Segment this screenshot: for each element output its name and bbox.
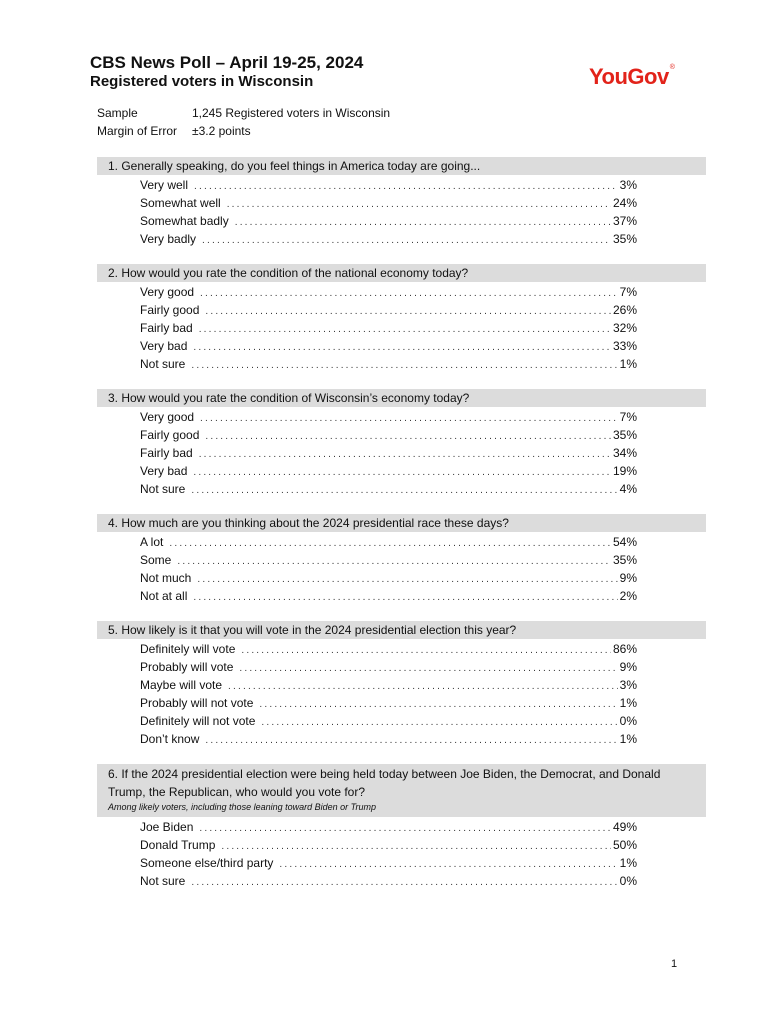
question-block xyxy=(97,389,706,498)
answer-label: Very good xyxy=(140,285,195,299)
answer-label: A lot xyxy=(140,535,164,549)
answer-row xyxy=(140,176,637,194)
answer-label: Fairly bad xyxy=(140,321,193,335)
dot-leader xyxy=(199,820,611,838)
dot-leader xyxy=(205,428,611,446)
poll-title: CBS News Poll – April 19-25, 2024 xyxy=(90,53,364,72)
answer-label: Fairly good xyxy=(140,428,200,442)
answer-row xyxy=(140,355,637,373)
dot-leader xyxy=(205,732,617,750)
answer-label: Somewhat well xyxy=(140,196,221,210)
dot-leader xyxy=(194,178,618,196)
dot-leader xyxy=(221,838,611,856)
question-text: 5. How likely is it that you will vote in the 2024 presidential election this year? xyxy=(108,623,517,637)
yougov-logo xyxy=(589,64,674,90)
sample-label: Sample xyxy=(97,106,138,120)
question-block xyxy=(97,157,706,248)
question-text: 3. How would you rate the condition of Wisconsin’s economy today? xyxy=(108,391,470,405)
answer-percentage: 1% xyxy=(619,732,637,746)
question-note: Among likely voters, including those leaning toward Biden or Trump xyxy=(108,802,376,812)
answer-label: Very bad xyxy=(140,339,188,353)
answer-row xyxy=(140,872,637,890)
answer-label: Maybe will vote xyxy=(140,678,223,692)
answer-row xyxy=(140,212,637,230)
answer-percentage: 37% xyxy=(612,214,637,228)
dot-leader xyxy=(241,642,611,660)
answer-percentage: 49% xyxy=(612,820,637,834)
answer-label: Somewhat badly xyxy=(140,214,229,228)
answer-percentage: 50% xyxy=(612,838,637,852)
answer-row xyxy=(140,462,637,480)
answer-row xyxy=(140,587,637,605)
answer-percentage: 35% xyxy=(612,428,637,442)
answer-label: Don’t know xyxy=(140,732,200,746)
dot-leader xyxy=(197,571,617,589)
answer-percentage: 4% xyxy=(619,482,637,496)
answer-list xyxy=(97,175,637,248)
dot-leader xyxy=(191,357,617,375)
answer-label: Not sure xyxy=(140,874,186,888)
answer-row xyxy=(140,712,637,730)
question-text: 4. How much are you thinking about the 2024 presidential race these days? xyxy=(108,516,509,530)
answer-row xyxy=(140,676,637,694)
answer-percentage: 1% xyxy=(619,856,637,870)
question-block xyxy=(97,764,706,890)
answer-percentage: 34% xyxy=(612,446,637,460)
dot-leader xyxy=(259,696,617,714)
answer-percentage: 35% xyxy=(612,232,637,246)
answer-label: Joe Biden xyxy=(140,820,194,834)
page-number: 1 xyxy=(671,958,678,970)
answer-percentage: 7% xyxy=(619,285,637,299)
answer-label: Some xyxy=(140,553,172,567)
answer-list xyxy=(97,817,637,890)
question-block xyxy=(97,621,706,748)
dot-leader xyxy=(239,660,617,678)
answer-row xyxy=(140,337,637,355)
question-header xyxy=(97,389,706,407)
margin-value: ±3.2 points xyxy=(192,124,251,138)
report-header xyxy=(90,53,363,91)
answer-percentage: 19% xyxy=(612,464,637,478)
dot-leader xyxy=(202,232,611,250)
question-header xyxy=(97,764,706,817)
sample-info xyxy=(97,104,390,140)
dot-leader xyxy=(205,303,611,321)
answer-row xyxy=(140,408,637,426)
answer-label: Very good xyxy=(140,410,195,424)
dot-leader xyxy=(191,874,617,892)
answer-label: Probably will not vote xyxy=(140,696,254,710)
answer-row xyxy=(140,230,637,248)
answer-row xyxy=(140,569,637,587)
dot-leader xyxy=(169,535,611,553)
answer-percentage: 54% xyxy=(612,535,637,549)
answer-row xyxy=(140,640,637,658)
question-text: 2. How would you rate the condition of the national economy today? xyxy=(108,266,469,280)
answer-label: Someone else/third party xyxy=(140,856,274,870)
answer-row xyxy=(140,818,637,836)
dot-leader xyxy=(200,285,618,303)
answer-row xyxy=(140,194,637,212)
dot-leader xyxy=(199,446,611,464)
question-block xyxy=(97,264,706,373)
answer-label: Probably will vote xyxy=(140,660,234,674)
question-block xyxy=(97,514,706,605)
question-header xyxy=(97,157,706,175)
dot-leader xyxy=(200,410,618,428)
dot-leader xyxy=(193,589,617,607)
question-header xyxy=(97,514,706,532)
dot-leader xyxy=(191,482,617,500)
dot-leader xyxy=(227,196,611,214)
answer-percentage: 3% xyxy=(619,178,637,192)
answer-percentage: 7% xyxy=(619,410,637,424)
answer-label: Not at all xyxy=(140,589,188,603)
answer-list xyxy=(97,407,637,498)
answer-percentage: 26% xyxy=(612,303,637,317)
answer-percentage: 86% xyxy=(612,642,637,656)
dot-leader xyxy=(261,714,617,732)
registered-mark: ® xyxy=(669,64,675,71)
question-header xyxy=(97,264,706,282)
dot-leader xyxy=(279,856,617,874)
answer-row xyxy=(140,480,637,498)
dot-leader xyxy=(193,464,611,482)
answer-label: Fairly bad xyxy=(140,446,193,460)
answer-label: Not sure xyxy=(140,482,186,496)
answer-percentage: 24% xyxy=(612,196,637,210)
dot-leader xyxy=(193,339,611,357)
answer-percentage: 9% xyxy=(619,571,637,585)
margin-label: Margin of Error xyxy=(97,124,178,138)
answer-label: Not much xyxy=(140,571,192,585)
answer-list xyxy=(97,532,637,605)
answer-row xyxy=(140,444,637,462)
margin-row xyxy=(97,122,390,140)
dot-leader xyxy=(228,678,618,696)
answer-row xyxy=(140,551,637,569)
answer-label: Definitely will not vote xyxy=(140,714,256,728)
answer-row xyxy=(140,854,637,872)
answer-label: Very well xyxy=(140,178,189,192)
question-list xyxy=(97,157,706,906)
logo-text: YouGov xyxy=(589,64,669,89)
answer-row xyxy=(140,319,637,337)
answer-label: Not sure xyxy=(140,357,186,371)
answer-row xyxy=(140,836,637,854)
answer-label: Very bad xyxy=(140,464,188,478)
answer-percentage: 32% xyxy=(612,321,637,335)
answer-row xyxy=(140,533,637,551)
answer-list xyxy=(97,282,637,373)
sample-row xyxy=(97,104,390,122)
answer-percentage: 0% xyxy=(619,874,637,888)
answer-label: Donald Trump xyxy=(140,838,216,852)
answer-row xyxy=(140,658,637,676)
dot-leader xyxy=(235,214,611,232)
answer-row xyxy=(140,301,637,319)
answer-percentage: 35% xyxy=(612,553,637,567)
answer-percentage: 1% xyxy=(619,357,637,371)
answer-percentage: 3% xyxy=(619,678,637,692)
answer-label: Very badly xyxy=(140,232,197,246)
dot-leader xyxy=(199,321,611,339)
question-header xyxy=(97,621,706,639)
answer-row xyxy=(140,730,637,748)
question-text: 1. Generally speaking, do you feel things in America today are going... xyxy=(108,159,481,173)
question-text: 6. If the 2024 presidential election were being held today between Joe Biden, the Democrat, and Donald Trump, the Republican, who would you vote for? xyxy=(108,767,661,799)
poll-subtitle: Registered voters in Wisconsin xyxy=(90,73,314,90)
answer-label: Definitely will vote xyxy=(140,642,236,656)
answer-percentage: 0% xyxy=(619,714,637,728)
answer-percentage: 33% xyxy=(612,339,637,353)
answer-row xyxy=(140,283,637,301)
answer-percentage: 2% xyxy=(619,589,637,603)
answer-row xyxy=(140,694,637,712)
answer-percentage: 1% xyxy=(619,696,637,710)
answer-label: Fairly good xyxy=(140,303,200,317)
sample-value: 1,245 Registered voters in Wisconsin xyxy=(192,106,391,120)
answer-row xyxy=(140,426,637,444)
answer-list xyxy=(97,639,637,748)
dot-leader xyxy=(177,553,611,571)
answer-percentage: 9% xyxy=(619,660,637,674)
